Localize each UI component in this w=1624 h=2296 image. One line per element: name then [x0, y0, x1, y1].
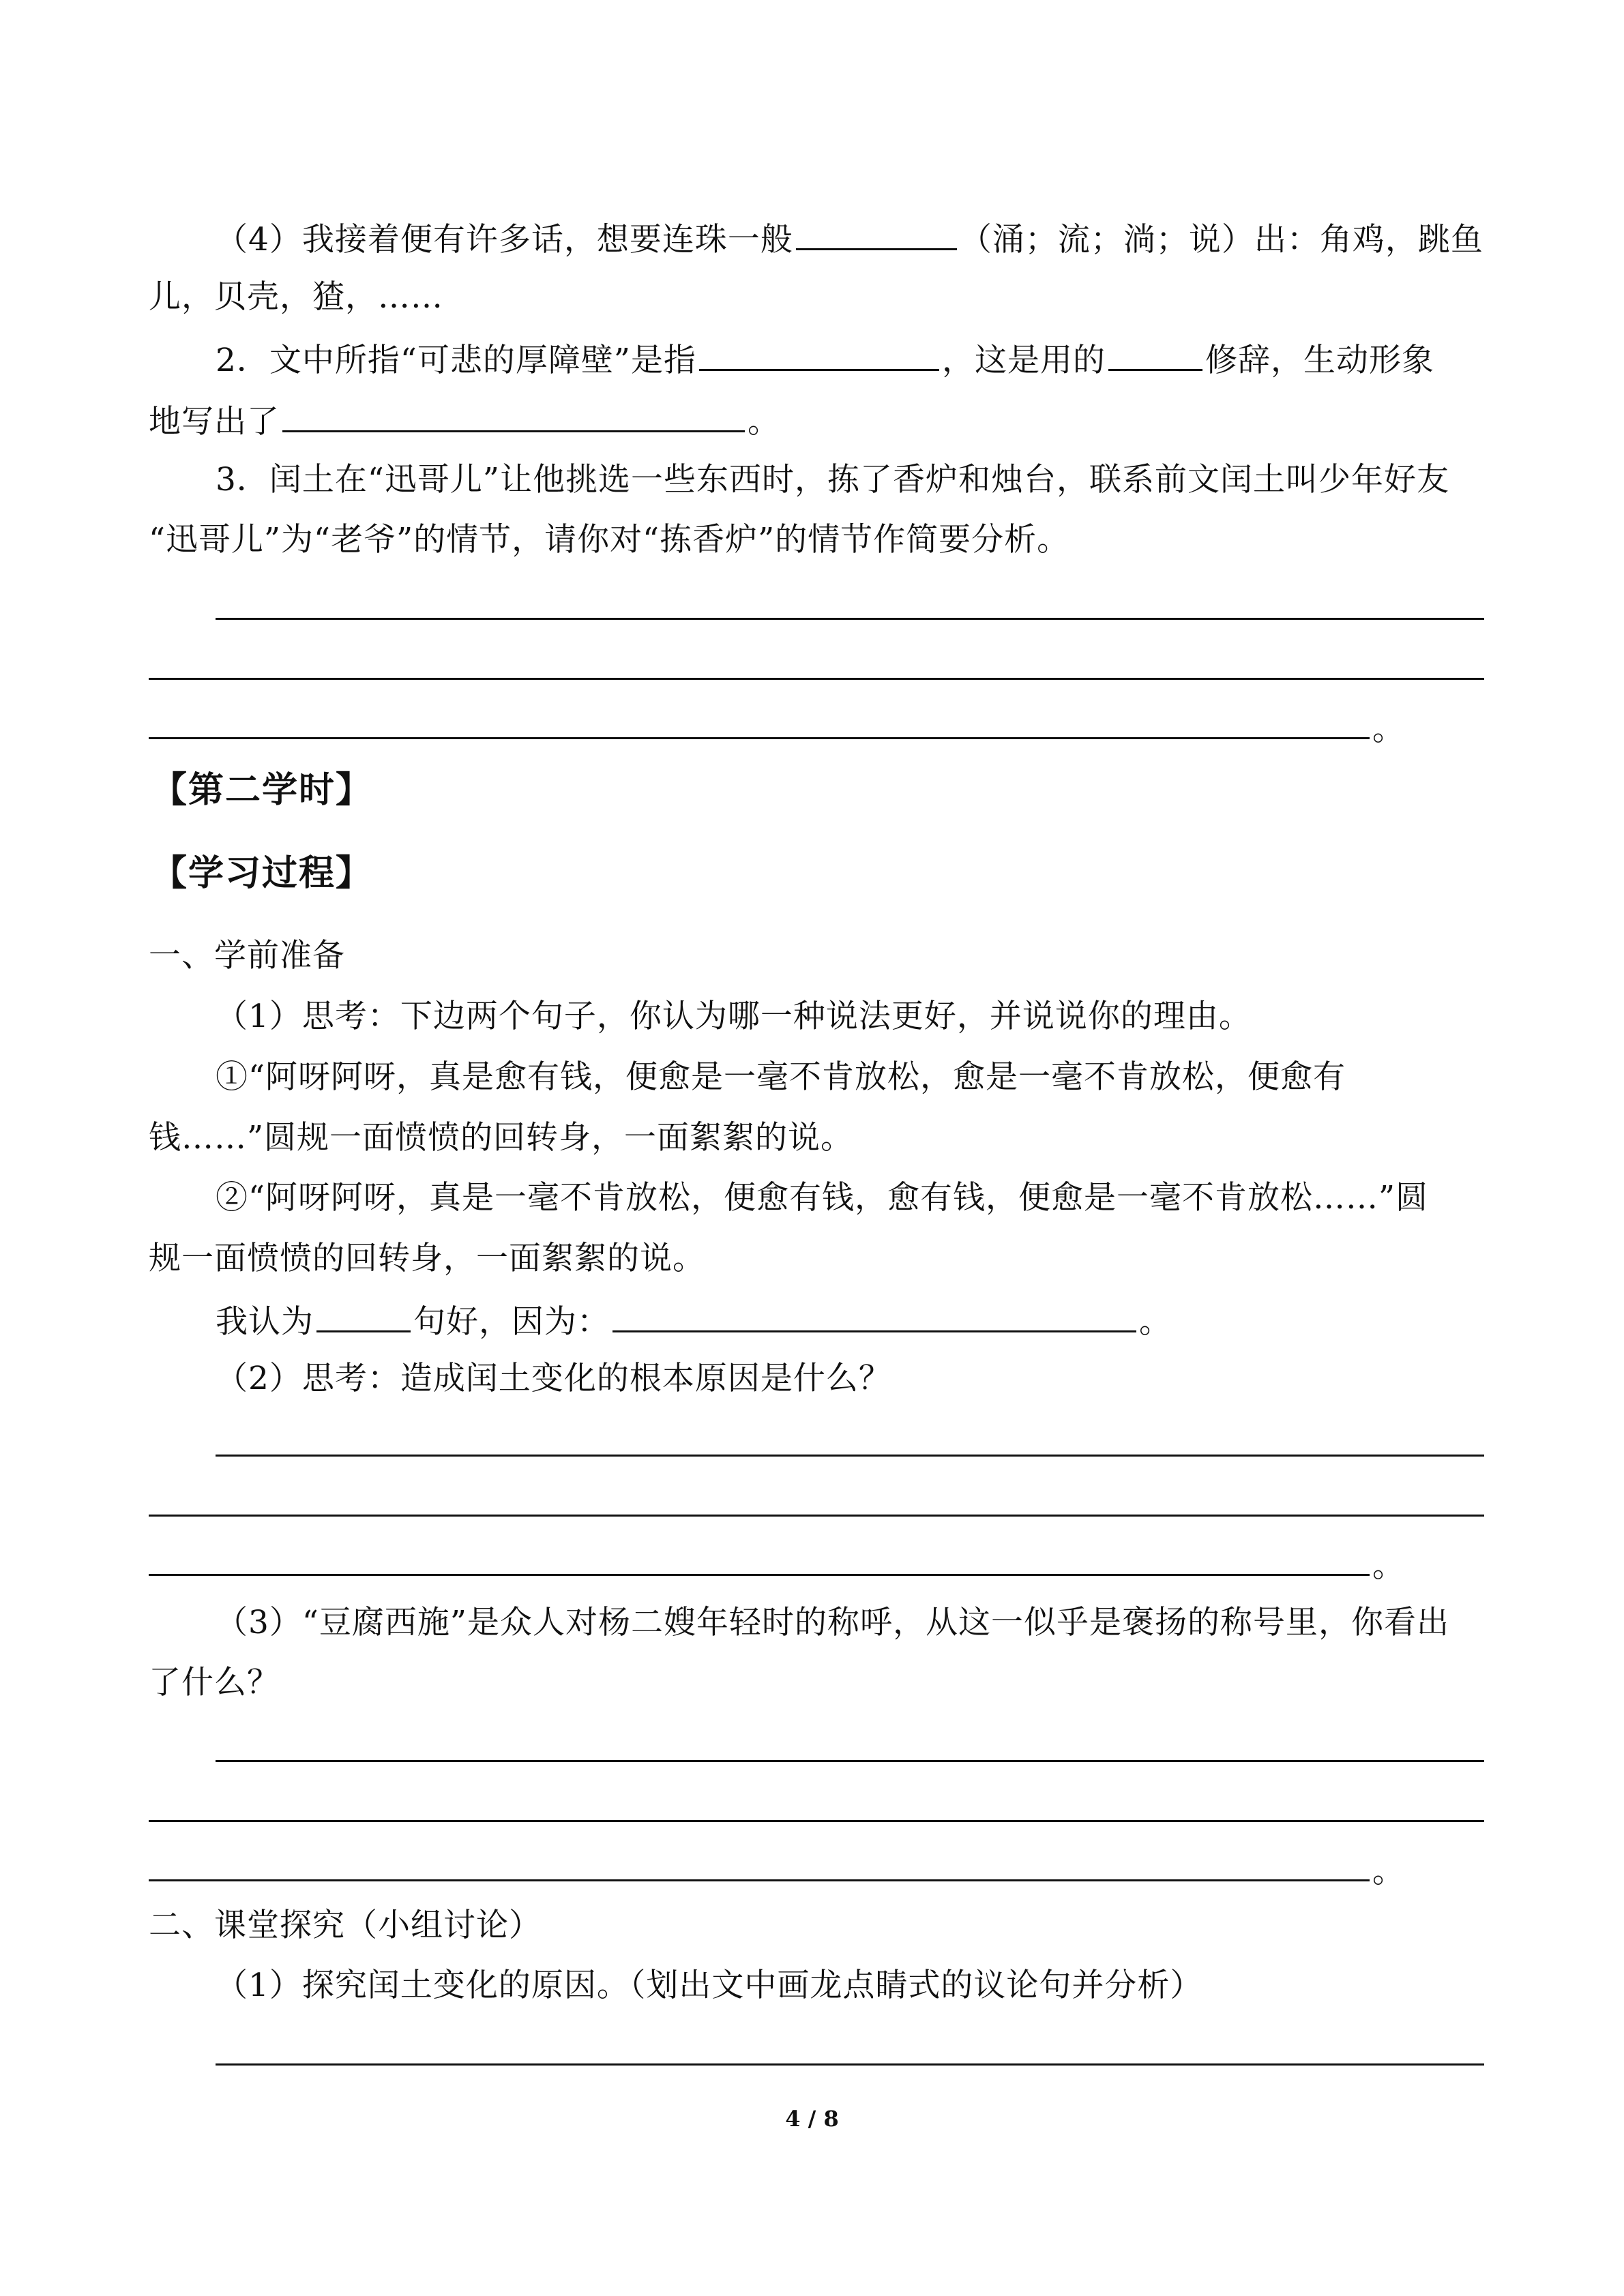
q2-end: 。: [748, 403, 780, 441]
item3-answer-line-3[interactable]: [149, 1879, 1370, 1881]
item1-s2-line2: 规一面愤愤的回转身，一面絮絮的说。: [149, 1240, 705, 1277]
q3-answer-line-3[interactable]: [149, 737, 1370, 739]
item3-end: 。: [1372, 1853, 1404, 1890]
item1-s1-line1: ①“阿呀阿呀，真是愈有钱，便愈是一毫不肯放松，愈是一毫不肯放松，便愈有: [216, 1058, 1346, 1096]
item2-prompt: （2）思考：造成闰土变化的根本原因是什么？: [216, 1360, 891, 1397]
q4-blank[interactable]: [796, 217, 957, 250]
item1-answer-a: 我认为: [216, 1303, 314, 1341]
item2-answer-line-2[interactable]: [149, 1515, 1484, 1517]
q2-text-a: 2．文中所指“可悲的厚障壁”是指: [216, 342, 696, 379]
q3-line-2: “迅哥儿”为“老爷”的情节，请你对“拣香炉”的情节作简要分析。: [149, 521, 1070, 558]
q2-blank-1[interactable]: [699, 338, 939, 371]
item1-answer-end: 。: [1139, 1303, 1172, 1341]
q3-line-1: 3．闰土在“迅哥儿”让他挑选一些东西时，拣了香炉和烛台，联系前文闰土叫少年好友: [216, 461, 1449, 498]
item3-line-1: （3）“豆腐西施”是众人对杨二嫂年轻时的称呼，从这一似乎是褒扬的称号里，你看出: [216, 1604, 1449, 1641]
item1-answer: [216, 1299, 1172, 1343]
page-number: 4 / 8: [785, 2106, 839, 2132]
q2-blank-3[interactable]: [282, 399, 745, 432]
q2-blank-2[interactable]: [1108, 338, 1202, 371]
item1-prompt: （1）思考：下边两个句子，你认为哪一种说法更好，并说说你的理由。: [216, 998, 1252, 1035]
section2-title: 二、课堂探究（小组讨论）: [149, 1907, 542, 1944]
q2-text-c: 修辞，生动形象: [1205, 342, 1434, 379]
item1-s1-line2: 钱……”圆规一面愤愤的回转身，一面絮絮的说。: [149, 1119, 854, 1157]
item3-answer-line-2[interactable]: [149, 1820, 1484, 1822]
q4-text-b: （涌；流；淌；说）出：角鸡，跳鱼: [959, 221, 1483, 258]
q2-text-d: 地写出了: [149, 403, 280, 441]
q4-text-a: （4）我接着便有许多话，想要连珠一般: [216, 221, 793, 258]
lesson2-title: 【第二学时】: [151, 769, 373, 811]
item2-answer-line-1[interactable]: [216, 1455, 1484, 1457]
item1-answer-b: 句好，因为：: [413, 1303, 610, 1341]
section2-answer-line-1[interactable]: [216, 2063, 1484, 2066]
item2-answer-line-3[interactable]: [149, 1574, 1370, 1576]
item1-s2-line1: ②“阿呀阿呀，真是一毫不肯放松，便愈有钱，愈有钱，便愈是一毫不肯放松……”圆: [216, 1179, 1429, 1217]
q2-line-2: [149, 399, 780, 443]
q3-end: 。: [1372, 711, 1404, 748]
q3-answer-line-2[interactable]: [149, 678, 1484, 680]
q2-line-1: [216, 338, 1434, 381]
item2-end: 。: [1372, 1547, 1404, 1585]
q2-text-b: ，这是用的: [941, 342, 1106, 379]
q3-answer-line-1[interactable]: [216, 618, 1484, 620]
process-title: 【学习过程】: [151, 852, 373, 894]
section1-title: 一、学前准备: [149, 937, 345, 974]
item1-blank-1[interactable]: [316, 1299, 411, 1332]
section2-item1: （1）探究闰土变化的原因。（划出文中画龙点睛式的议论句并分析）: [216, 1967, 1203, 2004]
q4-line-1: [216, 217, 1483, 260]
item1-blank-2[interactable]: [612, 1299, 1136, 1332]
item3-line-2: 了什么？: [149, 1664, 280, 1701]
q4-line-2: 儿，贝壳，猹，……: [149, 278, 443, 316]
item3-answer-line-1[interactable]: [216, 1760, 1484, 1762]
